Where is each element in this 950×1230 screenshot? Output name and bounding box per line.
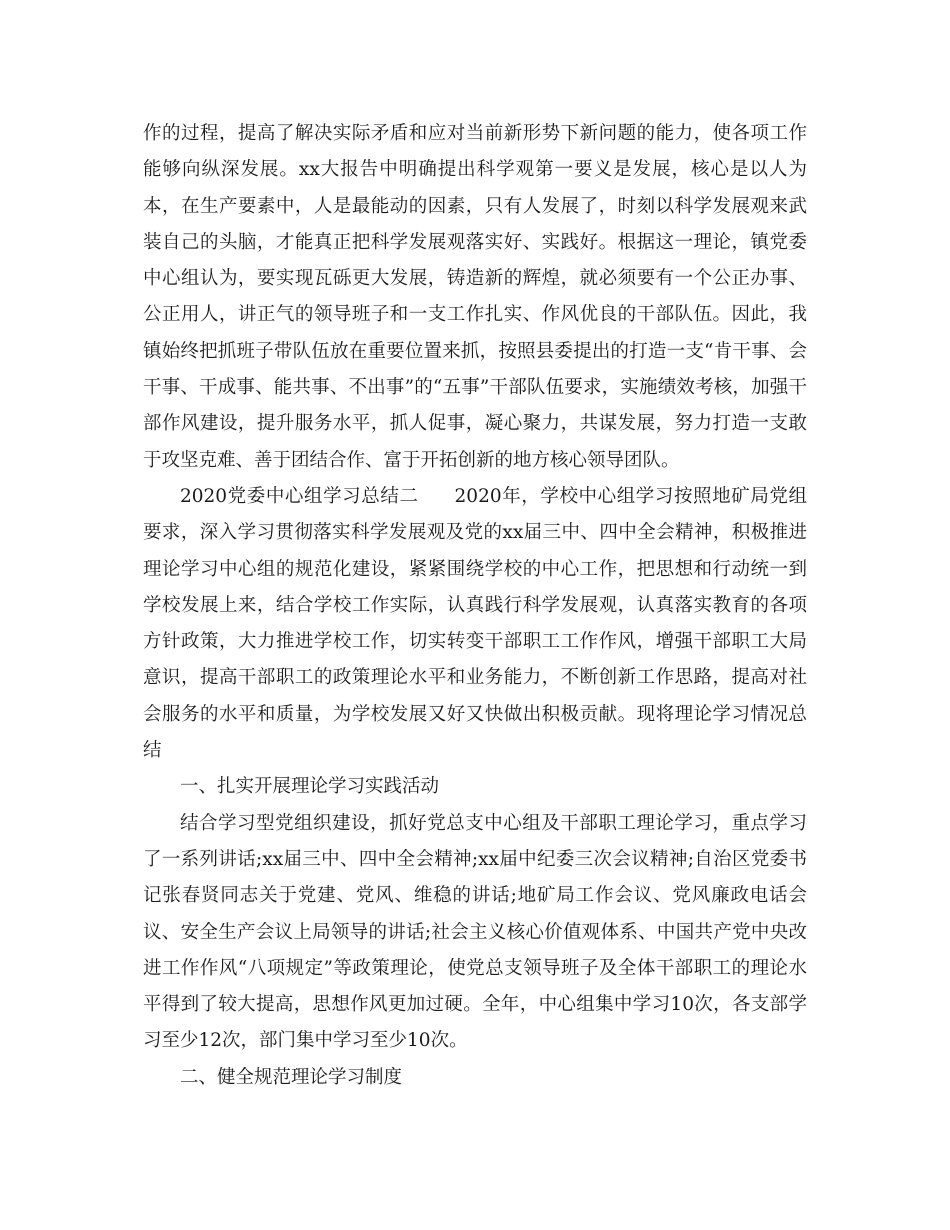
section-heading-two: 二、健全规范理论学习制度 bbox=[180, 1066, 403, 1088]
document-body bbox=[143, 116, 807, 1096]
paragraph-summary-two bbox=[143, 479, 807, 769]
paragraph-summary-two-text: 2020年，学校中心组学习按照地矿局党组要求，深入学习贯彻落实科学发展观及党的xx届三中、四中全会精神，积极推进理论学习中心组的规范化建设，紧紧围绕学校的中心工作，把思想和行动统一到学校发展上来，结合学校工作实际，认真践行科学发展观，认真落实教育的各项方针政策，大力推进学校工作，切实转变干部职工工作作风，增强干部职工大局意识，提高干部职工的政策理论水平和业务能力，不断创新工作思路，提高对社会服务的水平和质量，为学校发展又好又快做出积极贡献。现将理论学习情况总结 bbox=[143, 485, 807, 762]
section-heading-summary-two: 2020党委中心组学习总结二 bbox=[180, 485, 419, 507]
paragraph-continuation: 作的过程，提高了解决实际矛盾和应对当前新形势下新问题的能力，使各项工作能够向纵深发展。xx大报告中明确提出科学观第一要义是发展，核心是以人为本，在生产要素中，人是最能动的因素，只有人发展了，时刻以科学发展观来武装自己的头脑，才能真正把科学发展观落实好、实践好。根据这一理论，镇党委中心组认为，要实现瓦砾更大发展，铸造新的辉煌，就必须要有一个公正办事、公正用人，讲正气的领导班子和一支工作扎实、作风优良的干部队伍。因此，我镇始终把抓班子带队伍放在重要位置来抓，按照县委提出的打造一支“肯干事、会干事、干成事、能共事、不出事”的“五事”干部队伍要求，实施绩效考核，加强干部作风建设，提升服务水平，抓人促事，凝心聚力，共谋发展，努力打造一支敢于攻坚克难、善于团结合作、富于开拓创新的地方核心领导团队。 bbox=[143, 123, 807, 471]
paragraph-study-activities: 结合学习型党组织建设，抓好党总支中心组及干部职工理论学习，重点学习了一系列讲话;xx届三中、四中全会精神;xx届中纪委三次会议精神;自治区党委书记张春贤同志关于党建、党风、维稳的讲话;地矿局工作会议、党风廉政电话会议、安全生产会议上局领导的讲话;社会主义核心价值观体系、中国共产党中央改进工作作风“八项规定”等政策理论，使党总支领导班子及全体干部职工的理论水平得到了较大提高，思想作风更加过硬。全年，中心组集中学习10次，各支部学习至少12次，部门集中学习至少10次。 bbox=[143, 812, 807, 1052]
section-heading-one: 一、扎实开展理论学习实践活动 bbox=[180, 776, 440, 798]
